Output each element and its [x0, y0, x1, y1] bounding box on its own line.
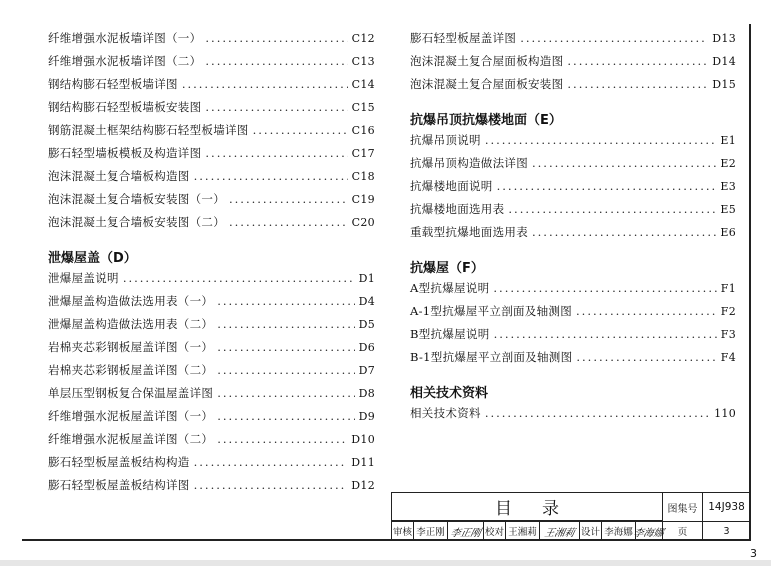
toc-left-column	[48, 30, 375, 500]
design-label: 设计	[580, 522, 602, 540]
toc-entry-code: D6	[358, 341, 375, 354]
toc-entry-title: 抗爆楼地面选用表	[410, 202, 505, 216]
toc-entry-title: B-1型抗爆屋平立剖面及轴测图	[410, 350, 573, 364]
toc-entry-title: 泡沫混凝土复合屋面板构造图	[410, 54, 564, 68]
checker-signature-mark: 王湘莉	[542, 527, 576, 539]
toc-entry-code: F4	[720, 351, 736, 364]
toc-entry-title: 钢结构膨石轻型板墙板安装图	[48, 100, 202, 114]
designer-name: 李海娜	[602, 522, 636, 540]
toc-entry-title: A型抗爆屋说明	[410, 281, 490, 295]
toc-leader-dots	[194, 169, 348, 183]
toc-entry-code: D11	[351, 456, 375, 469]
toc-entry-code: D13	[712, 32, 736, 45]
toc-entry[interactable]	[48, 293, 375, 316]
toc-entry-title: 纤维增强水泥板墙详图（一）	[48, 31, 202, 45]
toc-entry-title: 抗爆楼地面说明	[410, 179, 493, 193]
toc-entry-title: 泄爆屋盖构造做法选用表（一）	[48, 294, 214, 308]
bottom-bar	[0, 560, 771, 566]
toc-leader-dots	[205, 54, 347, 68]
page-label: 页	[663, 522, 703, 540]
toc-entry-code: E1	[720, 134, 736, 147]
toc-leader-dots	[217, 317, 354, 331]
toc-entry-title: 相关技术资料	[410, 406, 481, 420]
toc-entry[interactable]	[48, 53, 375, 76]
toc-entry[interactable]	[410, 224, 736, 247]
toc-entry-code: D4	[358, 295, 375, 308]
toc-entry-title: 岩棉夹芯彩钢板屋盖详图（二）	[48, 363, 214, 377]
toc-entry[interactable]	[410, 326, 736, 349]
toc-leader-dots	[182, 77, 348, 91]
toc-entry-code: 110	[714, 407, 736, 420]
toc-leader-dots	[576, 304, 717, 318]
toc-entry[interactable]	[48, 339, 375, 362]
checker-name: 王湘莉	[506, 522, 540, 540]
toc-leader-dots	[576, 350, 716, 364]
toc-entry[interactable]	[48, 408, 375, 431]
toc-entry-title: 泡沫混凝土复合墙板构造图	[48, 169, 190, 183]
toc-entry-title: 抗爆吊顶构造做法详图	[410, 156, 528, 170]
toc-entry-title: 膨石轻型板屋盖详图	[410, 31, 517, 45]
toc-entry[interactable]	[48, 385, 375, 408]
toc-entry-code: C13	[351, 55, 375, 68]
toc-entry-code: D5	[358, 318, 375, 331]
reviewer-name: 李正刚	[414, 522, 448, 540]
toc-entry-code: E2	[720, 157, 736, 170]
toc-entry-title: 钢筋混凝土框架结构膨石轻型板墙详图	[48, 123, 249, 137]
toc-entry[interactable]	[410, 30, 736, 53]
toc-entry[interactable]	[410, 53, 736, 76]
toc-entry-code: C15	[351, 101, 375, 114]
toc-leader-dots	[229, 192, 348, 206]
checker-signature	[540, 522, 580, 540]
toc-entry[interactable]	[48, 99, 375, 122]
toc-entry[interactable]	[48, 30, 375, 53]
toc-right-column	[410, 30, 736, 428]
toc-entry-title: 泡沫混凝土复合墙板安装图（一）	[48, 192, 225, 206]
review-label: 审核	[392, 522, 414, 540]
check-label: 校对	[484, 522, 506, 540]
toc-entry[interactable]	[410, 76, 736, 99]
toc-leader-dots	[217, 340, 354, 354]
toc-entry[interactable]	[410, 178, 736, 201]
toc-entry-code: D12	[351, 479, 375, 492]
toc-entry[interactable]	[48, 214, 375, 237]
toc-entry-code: E3	[720, 180, 736, 193]
toc-entry-code: C12	[351, 32, 375, 45]
toc-entry[interactable]	[410, 201, 736, 224]
toc-entry[interactable]	[48, 168, 375, 191]
toc-leader-dots	[567, 77, 708, 91]
toc-entry[interactable]	[48, 191, 375, 214]
toc-entry[interactable]	[48, 477, 375, 500]
toc-entry-code: D1	[358, 272, 375, 285]
toc-leader-dots	[497, 179, 717, 193]
toc-entry-code: F3	[720, 328, 736, 341]
toc-entry-code: D10	[351, 433, 375, 446]
toc-entry-title: 抗爆吊顶说明	[410, 133, 481, 147]
toc-entry-title: 纤维增强水泥板墙详图（二）	[48, 54, 202, 68]
toc-entry[interactable]	[410, 132, 736, 155]
toc-leader-dots	[217, 432, 347, 446]
toc-leader-dots	[205, 146, 347, 160]
toc-leader-dots	[253, 123, 348, 137]
toc-entry-code: E6	[720, 226, 736, 239]
toc-leader-dots	[229, 215, 348, 229]
toc-leader-dots	[532, 225, 716, 239]
toc-leader-dots	[493, 281, 716, 295]
section-heading-f: 抗爆屋（F）	[410, 261, 484, 276]
toc-leader-dots	[567, 54, 708, 68]
toc-entry[interactable]	[48, 454, 375, 477]
toc-leader-dots	[194, 478, 348, 492]
toc-entry-title: 单层压型钢板复合保温屋盖详图	[48, 386, 214, 400]
title-block	[391, 492, 751, 541]
toc-entry-code: C16	[351, 124, 375, 137]
toc-entry-code: C20	[351, 216, 375, 229]
toc-entry-code: D15	[712, 78, 736, 91]
atlas-number-value: 14J938	[708, 501, 745, 513]
toc-leader-dots	[194, 455, 348, 469]
toc-entry-code: C14	[351, 78, 375, 91]
toc-leader-dots	[520, 31, 708, 45]
toc-entry-title: 膨石轻型墙板模板及构造详图	[48, 146, 202, 160]
toc-leader-dots	[532, 156, 716, 170]
designer-signature	[632, 522, 665, 540]
toc-entry-code: D7	[358, 364, 375, 377]
reviewer-signature-mark: 李正刚	[448, 527, 482, 539]
toc-entry-code: D14	[712, 55, 736, 68]
toc-leader-dots	[217, 363, 354, 377]
toc-entry-title: 泡沫混凝土复合屋面板安装图	[410, 77, 564, 91]
toc-entry[interactable]	[48, 316, 375, 339]
atlas-number-label: 图集号	[663, 493, 703, 521]
toc-entry-code: F1	[720, 282, 736, 295]
toc-entry[interactable]	[48, 145, 375, 168]
toc-entry-code: C19	[351, 193, 375, 206]
toc-entry[interactable]	[410, 303, 736, 326]
toc-leader-dots	[494, 327, 717, 341]
toc-entry-code: E5	[720, 203, 736, 216]
toc-leader-dots	[508, 202, 716, 216]
toc-entry-title: 钢结构膨石轻型板墙详图	[48, 77, 178, 91]
toc-entry[interactable]	[410, 349, 736, 372]
page-value: 3	[723, 525, 730, 537]
toc-entry-title: A-1型抗爆屋平立剖面及轴测图	[410, 304, 573, 318]
toc-leader-dots	[217, 409, 354, 423]
toc-leader-dots	[485, 406, 710, 420]
page-number: 3	[750, 547, 757, 560]
toc-entry-title: 泄爆屋盖说明	[48, 271, 119, 285]
section-heading-ref: 相关技术资料	[410, 386, 489, 401]
signature-row	[392, 521, 750, 540]
toc-entry-code: C18	[351, 170, 375, 183]
toc-leader-dots	[217, 294, 354, 308]
toc-entry-code: D8	[358, 387, 375, 400]
toc-leader-dots	[205, 31, 347, 45]
toc-leader-dots	[205, 100, 347, 114]
toc-leader-dots	[217, 386, 354, 400]
toc-leader-dots	[123, 271, 355, 285]
section-heading-d: 泄爆屋盖（D）	[48, 251, 137, 266]
toc-entry-title: 纤维增强水泥板屋盖详图（一）	[48, 409, 214, 423]
toc-entry-title: 泄爆屋盖构造做法选用表（二）	[48, 317, 214, 331]
document-title: 目录	[392, 493, 663, 521]
toc-entry-title: 泡沫混凝土复合墙板安装图（二）	[48, 215, 225, 229]
toc-entry[interactable]	[410, 155, 736, 178]
toc-entry[interactable]	[48, 270, 375, 293]
toc-entry[interactable]	[48, 362, 375, 385]
toc-entry-title: 重载型抗爆地面选用表	[410, 225, 528, 239]
toc-entry-title: 膨石轻型板屋盖板结构构造	[48, 455, 190, 469]
toc-entry[interactable]	[48, 76, 375, 99]
toc-entry-code: C17	[351, 147, 375, 160]
designer-signature-mark: 李海娜	[632, 527, 665, 539]
toc-entry-code: F2	[720, 305, 736, 318]
toc-entry-code: D9	[358, 410, 375, 423]
toc-entry-title: 膨石轻型板屋盖板结构详图	[48, 478, 190, 492]
toc-leader-dots	[485, 133, 717, 147]
toc-entry[interactable]	[48, 122, 375, 145]
toc-entry[interactable]	[410, 405, 736, 428]
reviewer-signature	[448, 522, 484, 540]
toc-entry-title: 岩棉夹芯彩钢板屋盖详图（一）	[48, 340, 214, 354]
section-heading-e: 抗爆吊顶抗爆楼地面（E）	[410, 113, 562, 128]
toc-entry[interactable]	[410, 280, 736, 303]
toc-entry[interactable]	[48, 431, 375, 454]
toc-entry-title: 纤维增强水泥板屋盖详图（二）	[48, 432, 214, 446]
toc-entry-title: B型抗爆屋说明	[410, 327, 490, 341]
